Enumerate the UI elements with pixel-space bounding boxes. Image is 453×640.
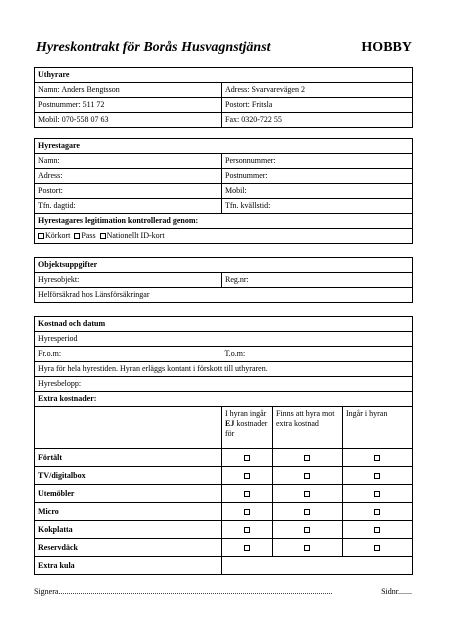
nationellt-id-checkbox[interactable] <box>100 233 106 239</box>
document-header <box>34 40 412 62</box>
column-ingar-i-hyran: Ingår i hyran <box>343 407 413 449</box>
ingar-i-hyran-checkbox[interactable] <box>374 545 380 551</box>
ej-ingar-checkbox[interactable] <box>244 545 250 551</box>
extra-cost-item-label: Kokplatta <box>35 521 222 539</box>
villkor-text: Hyra för hela hyrestiden. Hyran erläggs kontant i förskott till uthyraren. <box>35 362 413 377</box>
page-number: Sidnr....... <box>381 587 412 596</box>
tom-field[interactable]: T.o.m: <box>222 347 413 362</box>
extra-cost-row <box>35 467 413 485</box>
objekt-heading: Objektsuppgifter <box>35 258 413 273</box>
extra-cost-row <box>35 503 413 521</box>
finns-att-hyra-checkbox[interactable] <box>304 545 310 551</box>
uthyrare-mobil: Mobil: 070-558 07 63 <box>35 113 222 128</box>
regnr-field[interactable]: Reg.nr: <box>222 273 413 288</box>
extra-cost-item-label: Micro <box>35 503 222 521</box>
extra-cost-item-label: TV/digitalbox <box>35 467 222 485</box>
extra-cost-item-label: Extra kula <box>35 557 222 575</box>
hyresperiod-label: Hyresperiod <box>35 332 413 347</box>
extra-kostnader-heading: Extra kostnader: <box>35 392 413 407</box>
extra-cost-row <box>35 449 413 467</box>
hyrestagare-adress-field[interactable]: Adress: <box>35 169 222 184</box>
ej-ingar-checkbox[interactable] <box>244 509 250 515</box>
ej-ingar-checkbox[interactable] <box>244 455 250 461</box>
ingar-i-hyran-checkbox[interactable] <box>374 473 380 479</box>
pass-label: Pass <box>81 231 96 240</box>
ej-ingar-checkbox[interactable] <box>244 491 250 497</box>
hyrestagare-postort-field[interactable]: Postort: <box>35 184 222 199</box>
uthyrare-postnummer: Postnummer: 511 72 <box>35 98 222 113</box>
ej-ingar-checkbox[interactable] <box>244 473 250 479</box>
column-ej-ingar: I hyran ingår EJ kostnader för <box>222 407 273 449</box>
extra-cost-row <box>35 485 413 503</box>
kostnad-heading: Kostnad och datum <box>35 317 413 332</box>
extra-cost-item-label: Reservdäck <box>35 539 222 557</box>
finns-att-hyra-checkbox[interactable] <box>304 491 310 497</box>
brand-name: HOBBY <box>361 40 412 55</box>
legitimation-options <box>35 229 413 244</box>
hyrestagare-personnummer-field[interactable]: Personnummer: <box>222 154 413 169</box>
nationellt-id-label: Nationellt ID-kort <box>106 231 165 240</box>
column-finns-att-hyra: Finns att hyra mot extra kostnad <box>273 407 343 449</box>
uthyrare-address: Adress: Svarvarevägen 2 <box>222 83 413 98</box>
finns-att-hyra-checkbox[interactable] <box>304 527 310 533</box>
ingar-i-hyran-checkbox[interactable] <box>374 509 380 515</box>
hyrestagare-tfn-dag-field[interactable]: Tfn. dagtid: <box>35 199 222 214</box>
ej-ingar-checkbox[interactable] <box>244 527 250 533</box>
uthyrare-heading: Uthyrare <box>35 68 413 83</box>
legitimation-heading: Hyrestagares legitimation kontrollerad genom: <box>35 214 413 229</box>
uthyrare-name: Namn: Anders Bengtsson <box>35 83 222 98</box>
hyrestagare-name-field[interactable]: Namn: <box>35 154 222 169</box>
hyresobjekt-field[interactable]: Hyresobjekt: <box>35 273 222 288</box>
pass-checkbox[interactable] <box>74 233 80 239</box>
finns-att-hyra-checkbox[interactable] <box>304 509 310 515</box>
extra-cost-row <box>35 557 413 575</box>
ingar-i-hyran-checkbox[interactable] <box>374 527 380 533</box>
extra-cost-item-label: Förtält <box>35 449 222 467</box>
hyrestagare-section <box>34 138 413 244</box>
ingar-i-hyran-checkbox[interactable] <box>374 491 380 497</box>
korkort-checkbox[interactable] <box>38 233 44 239</box>
hyrestagare-heading: Hyrestagare <box>35 139 413 154</box>
kostnad-section <box>34 316 413 575</box>
finns-att-hyra-checkbox[interactable] <box>304 455 310 461</box>
hyrestagare-tfn-kvall-field[interactable]: Tfn. kvällstid: <box>222 199 413 214</box>
ingar-i-hyran-checkbox[interactable] <box>374 455 380 461</box>
from-field[interactable]: Fr.o.m: <box>35 347 222 362</box>
hyrestagare-postnummer-field[interactable]: Postnummer: <box>222 169 413 184</box>
extra-cost-item-label: Utemöbler <box>35 485 222 503</box>
extra-cost-row <box>35 521 413 539</box>
hyrestagare-mobil-field[interactable]: Mobil: <box>222 184 413 199</box>
finns-att-hyra-checkbox[interactable] <box>304 473 310 479</box>
signature-line[interactable]: Signera......................................................................................................................................... <box>34 587 333 596</box>
hyresbelopp-field[interactable]: Hyresbelopp: <box>35 377 413 392</box>
objekt-section <box>34 257 413 303</box>
extra-cost-row <box>35 539 413 557</box>
forsakring-text: Helförsäkrad hos Länsförsäkringar <box>35 288 413 303</box>
uthyrare-postort: Postort: Fritsla <box>222 98 413 113</box>
korkort-label: Körkort <box>45 231 71 240</box>
uthyrare-section <box>34 67 413 128</box>
document-title: Hyreskontrakt för Borås Husvagnstjänst <box>36 40 271 55</box>
extra-cost-rows <box>35 449 413 575</box>
uthyrare-fax: Fax: 0320-722 55 <box>222 113 413 128</box>
